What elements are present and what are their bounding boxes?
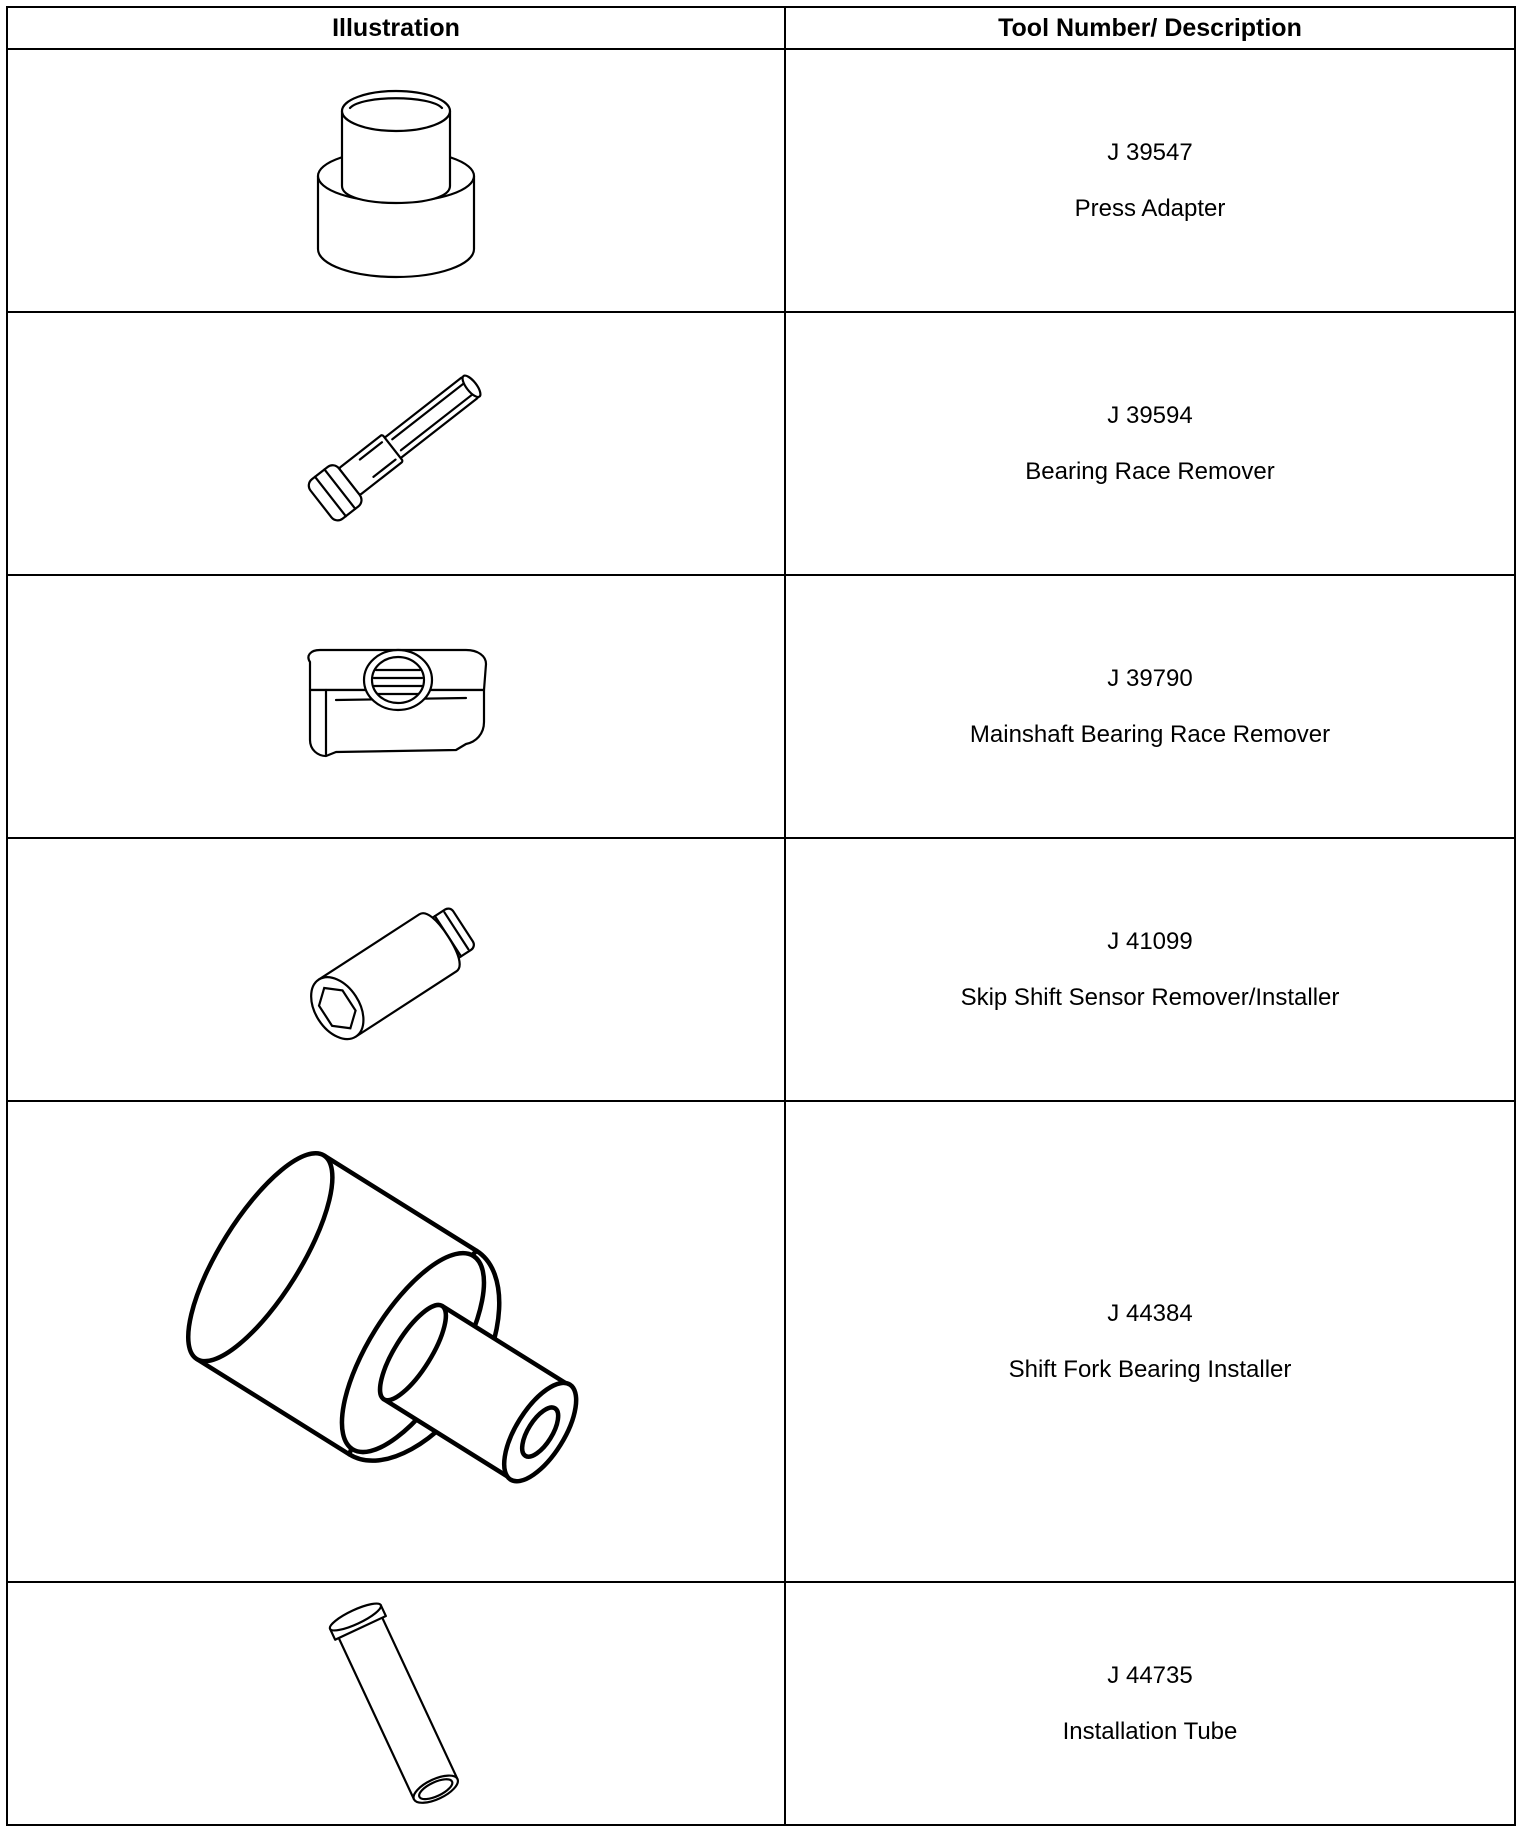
illustration-cell	[7, 1582, 785, 1825]
tool-description: Shift Fork Bearing Installer	[1008, 1355, 1292, 1383]
tool-number: J 44384	[1107, 1299, 1193, 1327]
table-row	[7, 575, 1515, 838]
table-row	[7, 49, 1515, 312]
tool-number: J 39594	[1107, 401, 1193, 429]
installation-tube-icon	[296, 1594, 496, 1814]
illustration-header: Illustration	[7, 7, 785, 49]
tool-number: J 39790	[1107, 664, 1193, 692]
tool-number: J 44735	[1107, 1661, 1193, 1689]
bearing-installer-icon	[166, 1142, 626, 1542]
special-tools-table	[6, 6, 1516, 1826]
tool-description: Bearing Race Remover	[1025, 457, 1275, 485]
description-header: Tool Number/ Description	[785, 7, 1515, 49]
tool-description: Installation Tube	[1062, 1717, 1238, 1745]
description-cell	[785, 575, 1515, 838]
description-cell	[785, 838, 1515, 1101]
tool-number: J 39547	[1107, 138, 1193, 166]
tool-number: J 41099	[1107, 927, 1193, 955]
table-row	[7, 838, 1515, 1101]
tool-description: Mainshaft Bearing Race Remover	[969, 720, 1331, 748]
table-row	[7, 312, 1515, 575]
illustration-cell	[7, 575, 785, 838]
illustration-cell	[7, 838, 785, 1101]
illustration-cell	[7, 49, 785, 312]
mainshaft-race-remover-icon	[296, 642, 496, 772]
description-cell	[785, 49, 1515, 312]
description-cell	[785, 1101, 1515, 1582]
illustration-cell	[7, 1101, 785, 1582]
press-adapter-icon	[306, 81, 486, 281]
table-row	[7, 1582, 1515, 1825]
table-header-row	[7, 7, 1515, 49]
description-cell	[785, 1582, 1515, 1825]
tool-description: Press Adapter	[1074, 194, 1226, 222]
illustration-cell	[7, 312, 785, 575]
description-cell	[785, 312, 1515, 575]
tool-description: Skip Shift Sensor Remover/Installer	[960, 983, 1340, 1011]
table-row	[7, 1101, 1515, 1582]
bearing-race-remover-icon	[286, 354, 506, 534]
sensor-socket-icon	[286, 880, 506, 1060]
